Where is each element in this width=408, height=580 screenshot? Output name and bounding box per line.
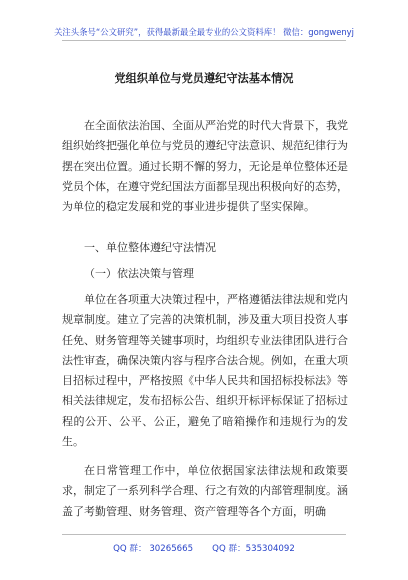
paragraph-3-block	[62, 461, 348, 522]
header-divider	[62, 40, 346, 41]
document-title: 党组织单位与党员遵纪守法基本情况	[114, 71, 294, 85]
document-body	[62, 116, 348, 217]
subsection-1-heading-block	[62, 264, 348, 284]
section-1-heading: 一、单位整体遵纪守法情况	[84, 241, 216, 254]
intro-paragraph: 在全面依法治国、全面从严治党的时代大背景下，我党组织始终把强化单位与党员的遵纪守法意识、规范纪律行为摆在突出位置。通过长期不懈的努力，无论是单位整体还是党员个体，在遵守党纪国法方面都呈现出积极向好的态势，为单位的稳定发展和党的事业进步提供了坚实保障。	[62, 119, 348, 214]
header-banner: 关注头条号“公文研究”，获得最新最全最专业的公文资料库！ 微信：gongwenyj	[54, 27, 354, 37]
paragraph-3: 在日常管理工作中，单位依据国家法律法规和政策要求，制定了一系列科学合理、行之有效的内部管理制度。涵盖了考勤管理、财务管理、资产管理等各个方面，明确	[62, 464, 348, 518]
subsection-1-heading: （一）依法决策与管理	[84, 267, 194, 280]
footer-divider	[62, 534, 346, 535]
paragraph-2: 单位在各项重大决策过程中，严格遵循法律法规和党内规章制度。建立了完善的决策机制，涉及重大项目投资人事任免、财务管理等关键事项时，均组织专业法律团队进行合法性审查，确保决策内容与程序合法合规。例如，在重大项目招标过程中，严格按照《中华人民共和国招标投标法》等相关法律规定，发布招标公告、组织开标评标保证了招标过程的公开、公平、公正，避免了暗箱操作和违规行为的发生。	[62, 293, 348, 449]
section-1-heading-block	[62, 238, 348, 258]
paragraph-2-block	[62, 290, 348, 452]
footer-contact: QQ 群： 30265665 QQ 群：535304092	[113, 544, 295, 554]
